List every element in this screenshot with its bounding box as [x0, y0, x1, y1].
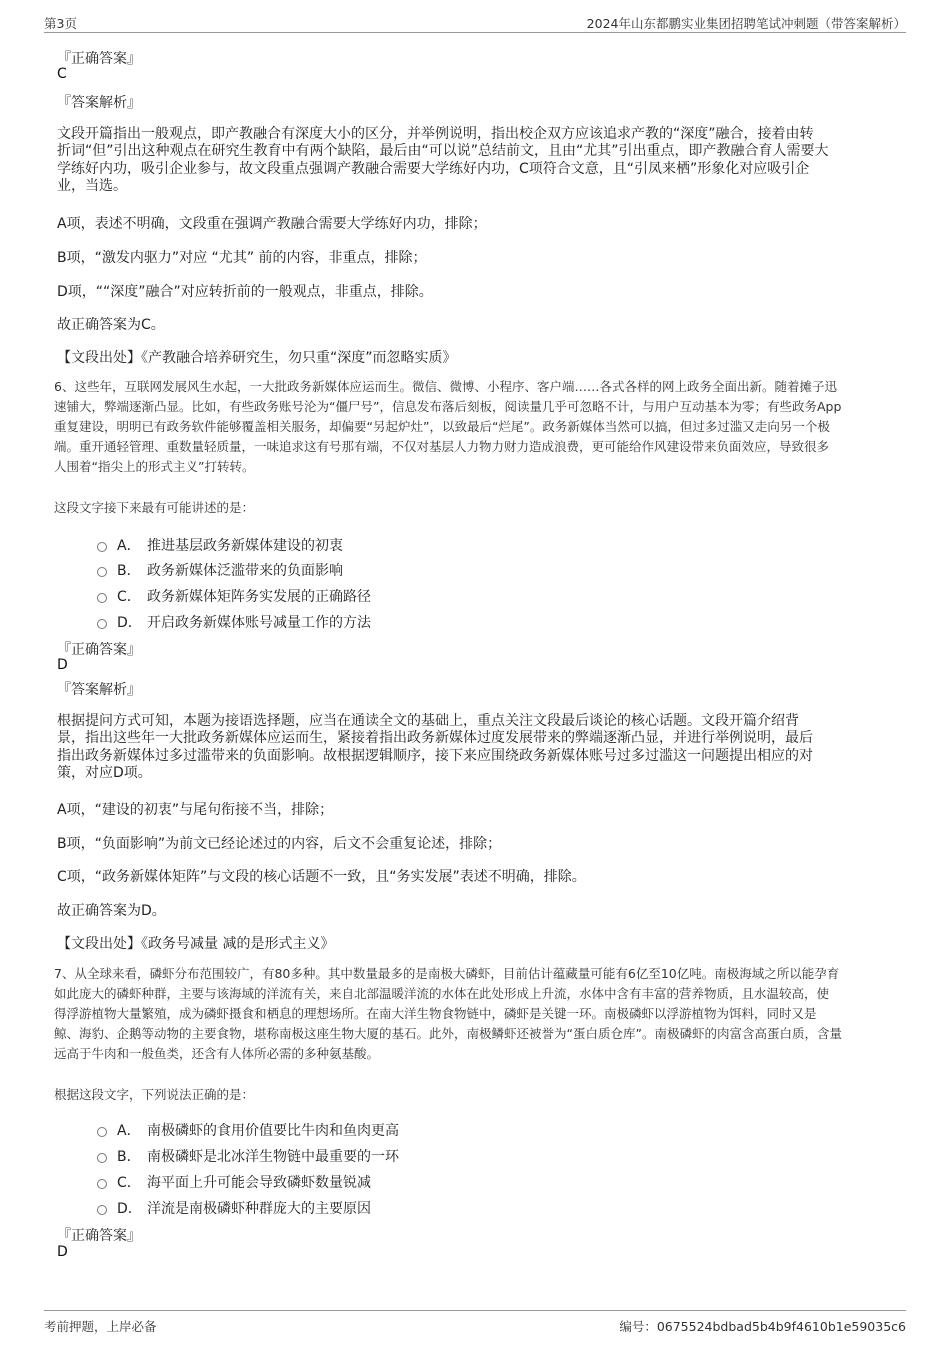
correct-answer: D: [57, 1244, 68, 1260]
question-text: [54, 377, 841, 477]
correct-answer: D: [57, 657, 68, 673]
analysis-note: D项，““深度”融合”对应转折前的一般观点，非重点，排除。: [57, 284, 433, 300]
analysis-line: 景，指出这些年一大批政务新媒体应运而生，紧接着指出政务新媒体过度发展带来的弊端逐渐凸显，并进行举例说明，最后: [57, 730, 813, 747]
answer-label: 『正确答案』: [57, 642, 141, 658]
analysis-label: 『答案解析』: [57, 682, 141, 698]
question-line: 如此庞大的磷虾种群，主要与该海域的洋流有关，来自北部温暖洋流的水体在此处形成上升流，水体中含有丰富的营养物质，且水温较高，使: [54, 986, 830, 1001]
answer-label: 『正确答案』: [57, 51, 141, 67]
analysis-note: A项，“建设的初衷”与尾句衔接不当，排除；: [57, 802, 334, 818]
question-stem: 这段文字接下来最有可能讲述的是：: [54, 500, 255, 515]
analysis-line: 指出政务新媒体过多过滥带来的负面影响。故根据逻辑顺序，接下来应围绕政务新媒体账号过多过滥这一问题提出相应的对: [57, 747, 813, 764]
radio-icon[interactable]: [97, 567, 107, 577]
question-text: [54, 964, 842, 1064]
source-citation: 【文段出处】《产教融合培养研究生，勿只重“深度”而忽略实质》: [57, 350, 457, 366]
radio-icon[interactable]: [97, 1153, 107, 1163]
analysis-line: 折词“但”引出这种观点在研究生教育中有两个缺陷，最后由“可以说”总结前文，且由“尤其”引出重点，即产教融合育人需要大: [57, 143, 829, 160]
source-citation: 【文段出处】《政务号减量 减的是形式主义》: [57, 936, 335, 952]
analysis-note: B项，“负面影响”为前文已经论述过的内容，后文不会重复论述，排除；: [57, 836, 502, 852]
radio-icon[interactable]: [97, 1179, 107, 1189]
analysis-line: 学练好内功，吸引企业参与，故文段重点强调产教融合需要大学练好内功，C项符合文意，且“引凤来栖”形象化对应吸引企: [57, 160, 810, 177]
option-c[interactable]: C． 海平面上升可能会导致磷虾数量锐减: [97, 1172, 371, 1192]
radio-icon[interactable]: [97, 542, 107, 552]
question-line: 远高于牛肉和一般鱼类，还含有人体所必需的多种氨基酸。: [54, 1046, 380, 1061]
analysis-line: 业，当选。: [57, 178, 127, 195]
analysis-note: A项，表述不明确，文段重在强调产教融合需要大学练好内功，排除；: [57, 216, 487, 232]
question-line: 重复建设，明明已有政务软件能够覆盖相关服务，却偏要“另起炉灶”，以致最后“烂尾”。政务新媒体当然可以搞，但过多过滥又走向另一个极: [54, 419, 830, 434]
option-d[interactable]: D． 开启政务新媒体账号减量工作的方法: [97, 612, 371, 632]
option-b[interactable]: B． 南极磷虾是北冰洋生物链中最重要的一环: [97, 1146, 399, 1166]
question-line: 人围着“指尖上的形式主义”打转转。: [54, 459, 255, 474]
analysis-conclusion: 故正确答案为C。: [57, 317, 165, 333]
analysis-note: C项，“政务新媒体矩阵”与文段的核心话题不一致，且“务实发展”表述不明确，排除。: [57, 869, 586, 885]
analysis-note: B项，“激发内驱力”对应 “尤其” 前的内容，非重点，排除；: [57, 250, 427, 266]
analysis-label: 『答案解析』: [57, 95, 141, 111]
question-line: 鲸、海豹、企鹅等动物的主要食物，堪称南极这座生物大厦的基石。此外，南极鳞虾还被誉为“蛋白质仓库”。南极磷虾的肉富含高蛋白质，含量: [54, 1026, 842, 1041]
correct-answer: C: [57, 66, 67, 82]
analysis-line: 文段开篇指出一般观点，即产教融合有深度大小的区分，并举例说明，指出校企双方应该追求产教的“深度”融合，接着由转: [57, 126, 814, 142]
page-header: [44, 10, 906, 33]
answer-label: 『正确答案』: [57, 1228, 141, 1244]
question-line: 7、从全球来看，磷虾分布范围较广，有80多种。其中数量最多的是南极大磷虾，目前估计蕴藏量可能有6亿至10亿吨。南极海域之所以能孕育: [54, 966, 840, 981]
option-a[interactable]: A． 南极磷虾的食用价值要比牛肉和鱼肉更高: [97, 1120, 399, 1140]
question-line: 得浮游植物大量繁殖，成为磷虾摄食和栖息的理想场所。在南大洋生物食物链中，磷虾是关键一环。南极磷虾以浮游植物为饵料，同时又是: [54, 1006, 817, 1021]
analysis-text: [57, 126, 829, 196]
option-c[interactable]: C． 政务新媒体矩阵务实发展的正确路径: [97, 586, 371, 606]
page-footer: [44, 1310, 906, 1335]
option-d[interactable]: D． 洋流是南极磷虾种群庞大的主要原因: [97, 1198, 371, 1218]
radio-icon[interactable]: [97, 1205, 107, 1215]
document-title: 2024年山东都鹏实业集团招聘笔试冲刺题（带答案解析）: [586, 16, 906, 31]
radio-icon[interactable]: [97, 593, 107, 603]
analysis-conclusion: 故正确答案为D。: [57, 903, 166, 919]
footer-slogan: 考前押题，上岸必备: [44, 1319, 157, 1334]
analysis-line: 策，对应D项。: [57, 765, 152, 782]
radio-icon[interactable]: [97, 1127, 107, 1137]
option-a[interactable]: A． 推进基层政务新媒体建设的初衷: [97, 535, 343, 555]
question-stem: 根据这段文字，下列说法正确的是：: [54, 1087, 255, 1102]
analysis-text: [57, 713, 813, 783]
radio-icon[interactable]: [97, 619, 107, 629]
page-number: 第3页: [44, 16, 77, 31]
document-id: 编号：0675524bdbad5b4b9f4610b1e59035c6: [619, 1319, 906, 1334]
analysis-line: 根据提问方式可知，本题为接语选择题，应当在通读全文的基础上，重点关注文段最后谈论的核心话题。文段开篇介绍背: [57, 713, 799, 729]
question-line: 端。重开通轻管理、重数量轻质量，一味追求这有号那有端，不仅对基层人力物力财力造成浪费，更可能给作风建设带来负面效应，导致很多: [54, 439, 830, 454]
question-line: 6、这些年，互联网发展风生水起，一大批政务新媒体应运而生。微信、微博、小程序、客户端……各式各样的网上政务全面出新。随着摊子迅: [54, 379, 837, 394]
option-b[interactable]: B． 政务新媒体泛滥带来的负面影响: [97, 560, 343, 580]
question-line: 速铺大，弊端逐渐凸显。比如，有些政务账号沦为“僵尸号”，信息发布落后刻板，阅读量几乎可忽略不计，与用户互动基本为零；有些政务App: [54, 399, 842, 414]
